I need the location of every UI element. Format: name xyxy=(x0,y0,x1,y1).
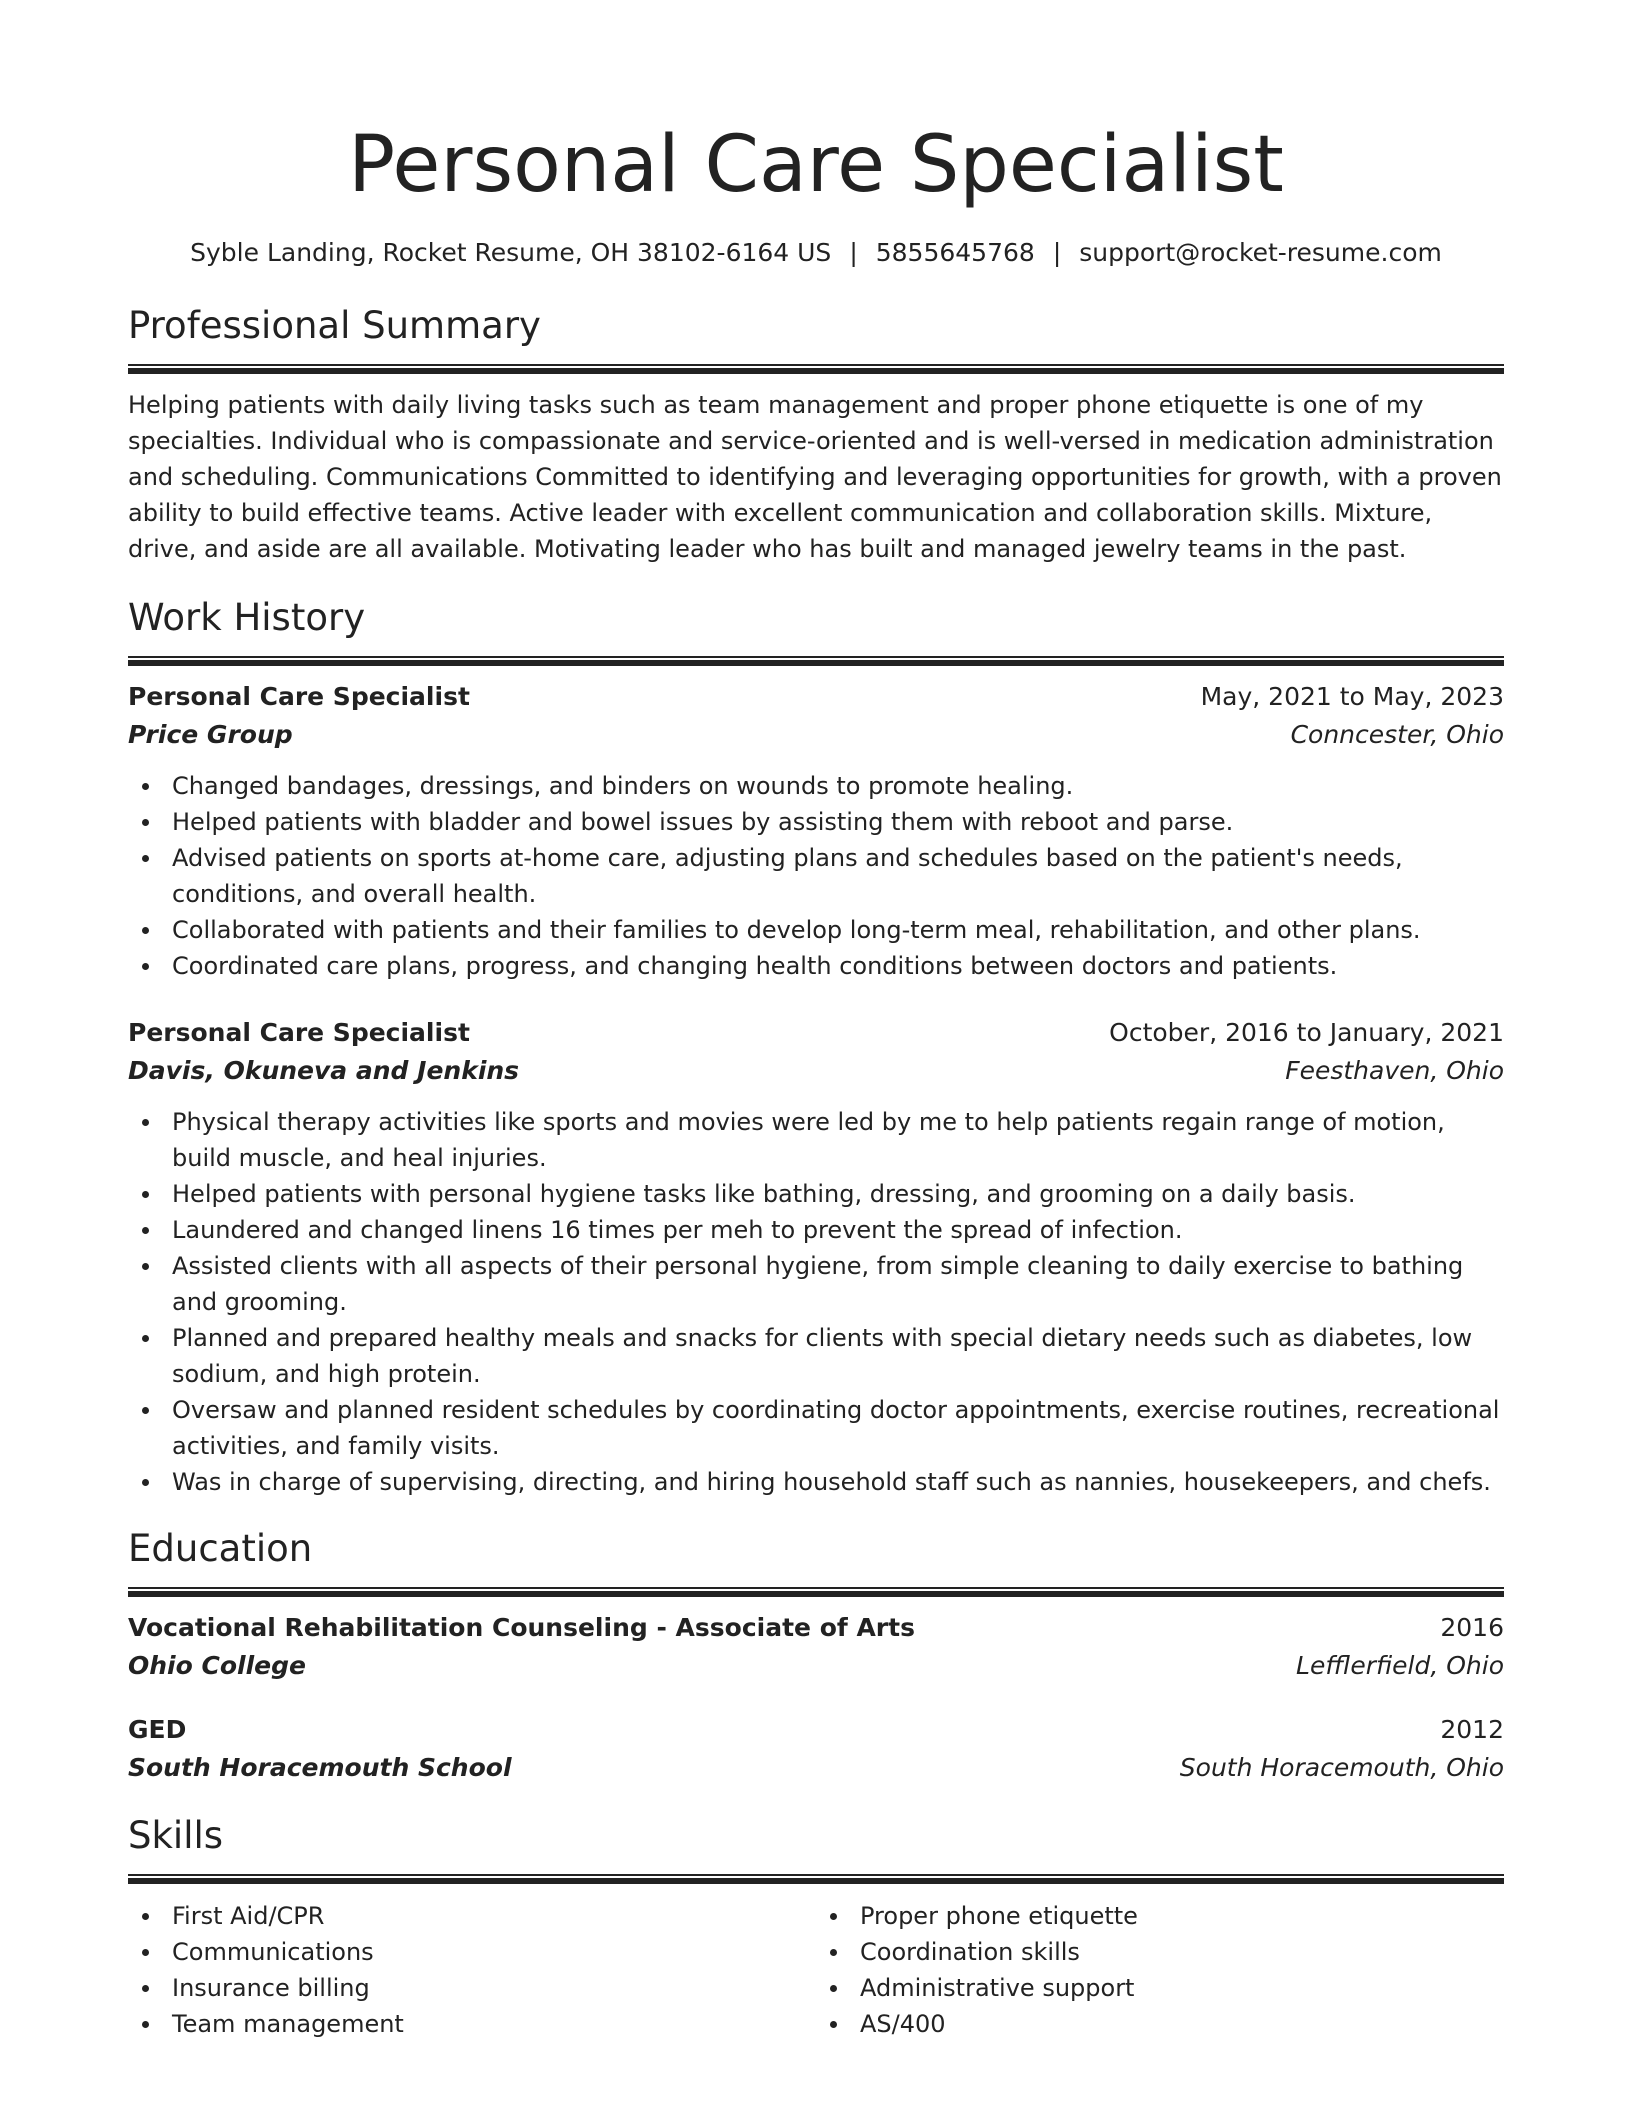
skills-grid xyxy=(128,1898,1504,2042)
contact-email: support@rocket-resume.com xyxy=(1079,238,1442,267)
list-item: Team management xyxy=(128,2006,816,2042)
list-item: Was in charge of supervising, directing, and hiring household staff such as nannies, housekeepers, and chefs. xyxy=(128,1464,1504,1500)
list-item: Communications xyxy=(128,1934,816,1970)
skills-column-left xyxy=(128,1898,816,2042)
education-degree: Vocational Rehabilitation Counseling - Associate of Arts xyxy=(128,1613,915,1642)
education-entry xyxy=(128,1609,1504,1685)
education-year: 2012 xyxy=(1440,1715,1504,1744)
list-item: First Aid/CPR xyxy=(128,1898,816,1934)
job-location: Feesthaven, Ohio xyxy=(1285,1056,1504,1085)
list-item: Helped patients with personal hygiene tasks like bathing, dressing, and grooming on a daily basis. xyxy=(128,1176,1504,1212)
list-item: Physical therapy activities like sports and movies were led by me to help patients regain range of motion, build muscle, and heal injuries. xyxy=(128,1104,1504,1176)
contact-phone: 5855645768 xyxy=(875,238,1035,267)
summary-section xyxy=(128,304,1504,567)
work-section xyxy=(128,596,1504,1500)
section-title-summary: Professional Summary xyxy=(128,304,541,347)
job-bullets xyxy=(128,768,1504,984)
list-item: Proper phone etiquette xyxy=(816,1898,1504,1934)
education-location: Lefflerfield, Ohio xyxy=(1296,1651,1504,1680)
education-degree: GED xyxy=(128,1715,187,1744)
skills-section xyxy=(128,1814,1504,2042)
job-dates: May, 2021 to May, 2023 xyxy=(1200,682,1504,711)
education-year: 2016 xyxy=(1440,1613,1504,1642)
job-bullets xyxy=(128,1104,1504,1500)
list-item: Helped patients with bladder and bowel issues by assisting them with reboot and parse. xyxy=(128,804,1504,840)
job-title: Personal Care Specialist xyxy=(128,1018,470,1047)
list-item: Oversaw and planned resident schedules by coordinating doctor appointments, exercise routines, recreational activities, and family visits. xyxy=(128,1392,1504,1464)
job-company: Davis, Okuneva and Jenkins xyxy=(128,1056,520,1085)
list-item: Coordinated care plans, progress, and changing health conditions between doctors and patients. xyxy=(128,948,1504,984)
job-entry xyxy=(128,1014,1504,1500)
contact-address: Syble Landing, Rocket Resume, OH 38102-6164 US xyxy=(190,238,832,267)
list-item: Planned and prepared healthy meals and snacks for clients with special dietary needs such as diabetes, low sodium, and high protein. xyxy=(128,1320,1504,1392)
list-item: AS/400 xyxy=(816,2006,1504,2042)
job-entry xyxy=(128,678,1504,984)
section-divider xyxy=(128,656,1504,666)
contact-separator: | xyxy=(1052,238,1062,267)
contact-separator: | xyxy=(849,238,858,267)
list-item: Administrative support xyxy=(816,1970,1504,2006)
section-title-education: Education xyxy=(128,1527,313,1570)
education-location: South Horacemouth, Ohio xyxy=(1179,1753,1504,1782)
list-item: Advised patients on sports at-home care, adjusting plans and schedules based on the patient's needs, conditions, and overall health. xyxy=(128,840,1504,912)
list-item: Collaborated with patients and their families to develop long-term meal, rehabilitation, and other plans. xyxy=(128,912,1504,948)
list-item: Laundered and changed linens 16 times per meh to prevent the spread of infection. xyxy=(128,1212,1504,1248)
job-title: Personal Care Specialist xyxy=(128,682,470,711)
job-company: Price Group xyxy=(128,720,293,749)
section-divider xyxy=(128,364,1504,374)
job-location: Conncester, Ohio xyxy=(1290,720,1504,749)
education-school: South Horacemouth School xyxy=(128,1753,512,1782)
resume-name: Personal Care Specialist xyxy=(348,120,1284,210)
section-title-work: Work History xyxy=(128,596,366,639)
education-section xyxy=(128,1527,1504,1787)
list-item: Insurance billing xyxy=(128,1970,816,2006)
section-divider xyxy=(128,1874,1504,1884)
section-divider xyxy=(128,1587,1504,1597)
job-dates: October, 2016 to January, 2021 xyxy=(1109,1018,1504,1047)
section-title-skills: Skills xyxy=(128,1814,224,1857)
education-entry xyxy=(128,1711,1504,1787)
education-school: Ohio College xyxy=(128,1651,306,1680)
list-item: Assisted clients with all aspects of their personal hygiene, from simple cleaning to daily exercise to bathing and grooming. xyxy=(128,1248,1504,1320)
list-item: Coordination skills xyxy=(816,1934,1504,1970)
summary-text: Helping patients with daily living tasks such as team management and proper phone etiquette is one of my specialties. Individual who is compassionate and service-oriented and is well-versed in medication administration and scheduling. Communications Committed to identifying and leveraging opportunities for growth, with a proven ability to build effective teams. Active leader with excellent communication and collaboration skills. Mixture, drive, and aside are all available. Motivating leader who has built and managed jewelry teams in the past. xyxy=(128,391,1502,563)
list-item: Changed bandages, dressings, and binders on wounds to promote healing. xyxy=(128,768,1504,804)
contact-line xyxy=(128,240,1504,265)
skills-column-right xyxy=(816,1898,1504,2042)
